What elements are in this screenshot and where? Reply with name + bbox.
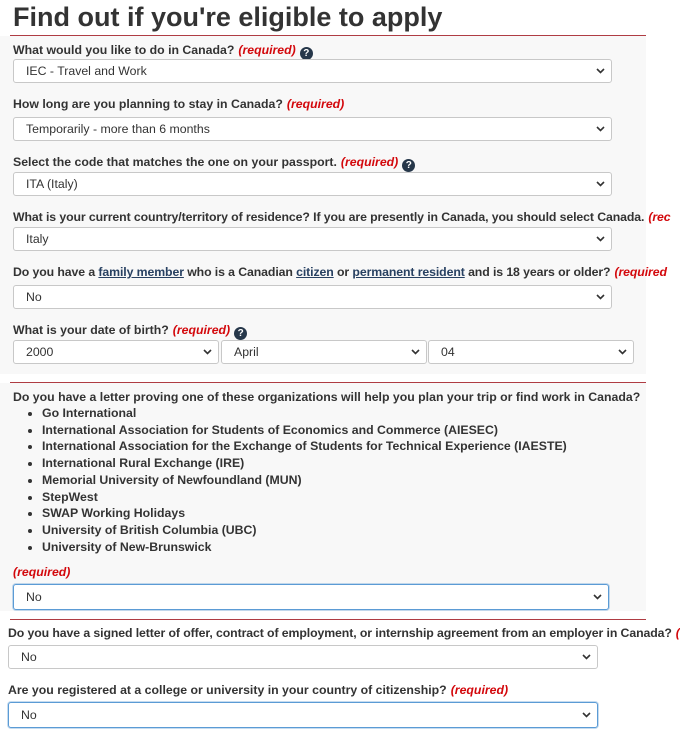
page-title: Find out if you're eligible to apply <box>13 2 443 32</box>
required-marker: ( <box>675 626 680 640</box>
residence-value: Italy <box>26 232 49 246</box>
required-marker: (required) <box>238 43 296 57</box>
residence-question <box>13 209 671 225</box>
organization-item: • University of British Columbia (UBC) <box>42 522 567 539</box>
dob-month-select[interactable] <box>221 340 427 364</box>
help-icon[interactable]: ? <box>300 47 313 60</box>
chevron-down-icon <box>582 712 591 718</box>
offer-question <box>8 625 680 641</box>
dob-year-select[interactable] <box>13 340 219 364</box>
required-marker: (required) <box>340 155 399 169</box>
dob-label: What is your date of birth? <box>13 323 169 337</box>
chevron-down-icon <box>582 654 591 660</box>
org-letter-select[interactable] <box>13 584 609 610</box>
chevron-down-icon <box>596 68 605 74</box>
citizen-link[interactable]: citizen <box>296 265 334 279</box>
required-marker: (required) <box>172 323 231 337</box>
permanent-resident-link[interactable]: permanent resident <box>352 265 465 279</box>
dob-question <box>13 322 247 340</box>
organization-item: • International Rural Exchange (IRE) <box>42 455 567 472</box>
passport-value: ITA (Italy) <box>26 177 78 191</box>
org-letter-required <box>13 564 70 580</box>
family-label-part: and is 18 years or older? <box>464 265 611 279</box>
dob-year-value: 2000 <box>26 345 54 359</box>
family-question <box>13 264 667 280</box>
org-letter-question <box>13 389 640 405</box>
chevron-down-icon <box>596 236 605 242</box>
organization-list <box>30 405 567 555</box>
passport-select[interactable] <box>13 172 612 196</box>
offer-select[interactable] <box>8 645 598 669</box>
required-marker: (rec <box>648 210 671 224</box>
intent-question <box>13 42 313 60</box>
organization-item: • International Association for the Exchange of Students for Technical Experience (IAESTE) <box>42 438 567 455</box>
registered-question <box>8 682 508 698</box>
dob-day-select[interactable] <box>428 340 634 364</box>
family-label-part: Do you have a <box>13 265 99 279</box>
title-rule <box>10 35 646 36</box>
chevron-down-icon <box>596 181 605 187</box>
passport-question <box>13 154 415 172</box>
duration-label: How long are you planning to stay in Canada? <box>13 97 283 111</box>
required-marker: (required) <box>13 565 71 579</box>
dob-month-value: April <box>234 345 259 359</box>
organization-item: • Memorial University of Newfoundland (MUN) <box>42 472 567 489</box>
chevron-down-icon <box>203 349 212 355</box>
chevron-down-icon <box>596 294 605 300</box>
chevron-down-icon <box>593 594 602 600</box>
organization-item: • University of New-Brunswick <box>42 539 567 556</box>
org-letter-value: No <box>26 590 42 604</box>
chevron-down-icon <box>411 349 420 355</box>
family-member-link[interactable]: family member <box>98 265 184 279</box>
organization-item: • International Association for Students of Economics and Commerce (AIESEC) <box>42 422 567 439</box>
org-letter-label: Do you have a letter proving one of these organizations will help you plan your trip or find work in Canada? <box>13 390 641 404</box>
chevron-down-icon <box>596 126 605 132</box>
required-marker: (required) <box>450 683 509 697</box>
family-value: No <box>26 290 42 304</box>
residence-label: What is your current country/territory of residence? If you are presently in Canada, you should select Canada. <box>13 210 645 224</box>
duration-question <box>13 96 344 112</box>
section-rule <box>10 619 646 620</box>
organization-item: • StepWest <box>42 489 567 506</box>
organization-item: • SWAP Working Holidays <box>42 505 567 522</box>
required-marker: (required) <box>286 97 345 111</box>
registered-value: No <box>21 708 37 722</box>
registered-label: Are you registered at a college or university in your country of citizenship? <box>8 683 447 697</box>
help-icon[interactable]: ? <box>234 327 247 340</box>
chevron-down-icon <box>618 349 627 355</box>
help-icon[interactable]: ? <box>402 159 415 172</box>
family-label-part: who is a Canadian <box>183 265 297 279</box>
section-rule <box>10 382 646 383</box>
intent-label: What would you like to do in Canada? <box>13 43 235 57</box>
passport-label: Select the code that matches the one on your passport. <box>13 155 337 169</box>
offer-value: No <box>21 650 37 664</box>
intent-value: IEC - Travel and Work <box>26 64 147 78</box>
offer-label: Do you have a signed letter of offer, contract of employment, or internship agreement from an employer in Canada? <box>8 626 672 640</box>
family-label-part: or <box>333 265 353 279</box>
dob-day-value: 04 <box>441 345 455 359</box>
family-select[interactable] <box>13 285 612 309</box>
organization-item: • Go International <box>42 405 567 422</box>
required-marker: (required <box>614 265 667 279</box>
duration-select[interactable] <box>13 117 612 141</box>
residence-select[interactable] <box>13 227 612 251</box>
registered-select[interactable] <box>8 702 598 728</box>
duration-value: Temporarily - more than 6 months <box>26 122 210 136</box>
intent-select[interactable] <box>13 59 612 83</box>
